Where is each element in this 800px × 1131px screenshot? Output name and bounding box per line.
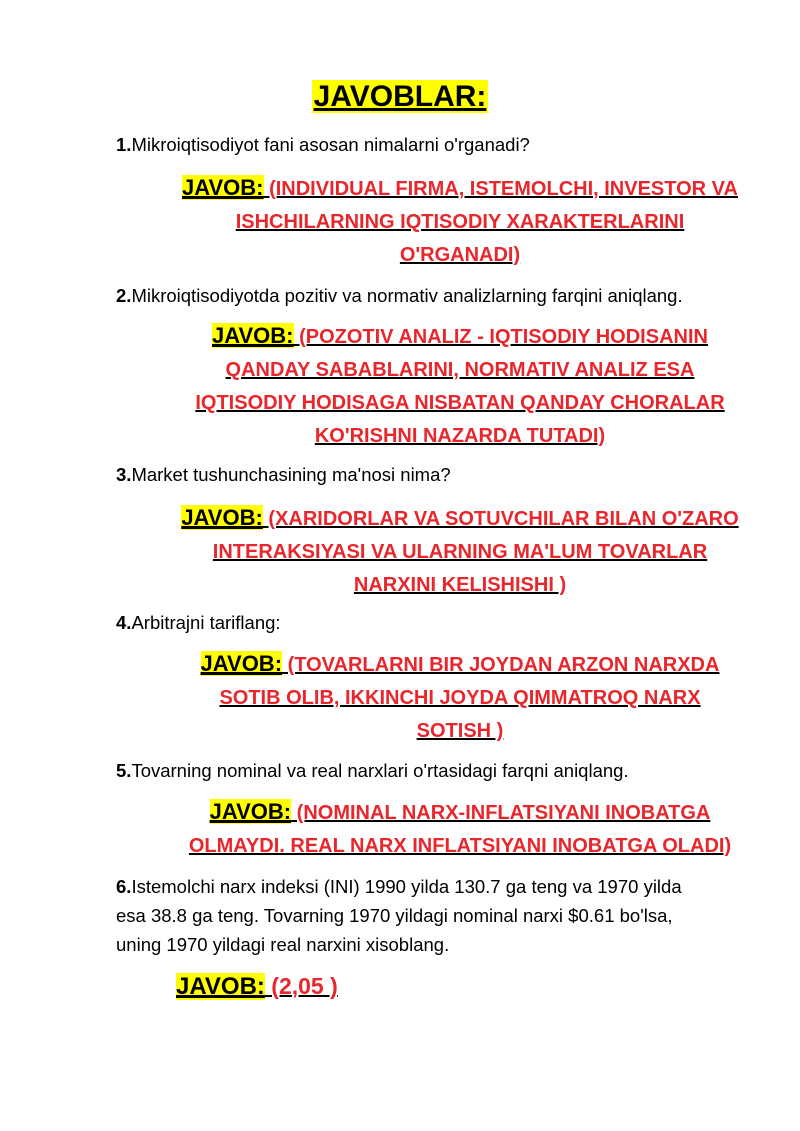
question-number: 5. bbox=[116, 760, 132, 781]
answer-6 bbox=[176, 970, 476, 1005]
answer-label: JAVOB: bbox=[200, 651, 283, 676]
answer-text: (NOMINAL NARX-INFLATSIYANI INOBATGA OLMAYDI. REAL NARX INFLATSIYANI INOBATGA OLADI) bbox=[188, 802, 732, 857]
question-4 bbox=[116, 608, 756, 637]
answer-4 bbox=[190, 647, 730, 748]
answer-2 bbox=[180, 319, 740, 453]
question-text: Mikroiqtisodiyot fani asosan nimalarni o'rganadi? bbox=[131, 134, 530, 155]
question-text: Tovarning nominal va real narxlari o'rtasidagi farqni aniqlang. bbox=[131, 760, 629, 781]
answer-label: JAVOB: bbox=[182, 175, 264, 200]
answer-1 bbox=[180, 171, 740, 272]
question-number: 3. bbox=[116, 464, 132, 485]
answer-label: JAVOB: bbox=[181, 505, 263, 530]
answer-label: JAVOB: bbox=[176, 973, 265, 1000]
question-number: 4. bbox=[116, 612, 132, 633]
title-text: JAVOBLAR: bbox=[313, 80, 487, 113]
answer-5 bbox=[160, 795, 760, 863]
question-number: 2. bbox=[116, 285, 132, 306]
answer-text: (INDIVIDUAL FIRMA, ISTEMOLCHI, INVESTOR VA ISHCHILARNING IQTISODIY XARAKTERLARINI O'RGANADI) bbox=[235, 178, 738, 266]
answer-label: JAVOB: bbox=[212, 323, 294, 348]
answer-text: (TOVARLARNI BIR JOYDAN ARZON NARXDA SOTIB OLIB, IKKINCHI JOYDA QIMMATROQ NARX SOTISH ) bbox=[219, 654, 720, 742]
answer-text: (XARIDORLAR VA SOTUVCHILAR BILAN O'ZARO INTERAKSIYASI VA ULARNING MA'LUM TOVARLAR NARXINI KELISHISHI ) bbox=[212, 508, 739, 596]
question-text: Istemolchi narx indeksi (INI) 1990 yilda 130.7 ga teng va 1970 yilda esa 38.8 ga teng. Tovarning 1970 yildagi nominal narxi $0.61 bo'lsa, uning 1970 yildagi real narxini xisoblang. bbox=[116, 876, 682, 955]
answer-text: (POZOTIV ANALIZ - IQTISODIY HODISANIN QANDAY SABABLARINI, NORMATIV ANALIZ ESA IQTISODIY HODISAGA NISBATAN QANDAY CHORALAR KO'RISHNI NAZARDA TUTADI) bbox=[195, 326, 725, 447]
question-3 bbox=[116, 460, 756, 489]
answer-label: JAVOB: bbox=[209, 799, 292, 824]
question-1 bbox=[116, 130, 756, 159]
question-5 bbox=[116, 756, 756, 785]
question-text: Mikroiqtisodiyotda pozitiv va normativ analizlarning farqini aniqlang. bbox=[131, 285, 683, 306]
question-number: 1. bbox=[116, 134, 132, 155]
question-2 bbox=[116, 281, 756, 310]
answer-3 bbox=[170, 501, 750, 602]
question-6 bbox=[116, 872, 716, 959]
answer-text: (2,05 ) bbox=[264, 973, 338, 999]
question-text: Market tushunchasining ma'nosi nima? bbox=[131, 464, 451, 485]
question-number: 6. bbox=[116, 876, 132, 897]
question-text: Arbitrajni tariflang: bbox=[131, 612, 281, 633]
page-title bbox=[0, 80, 800, 114]
